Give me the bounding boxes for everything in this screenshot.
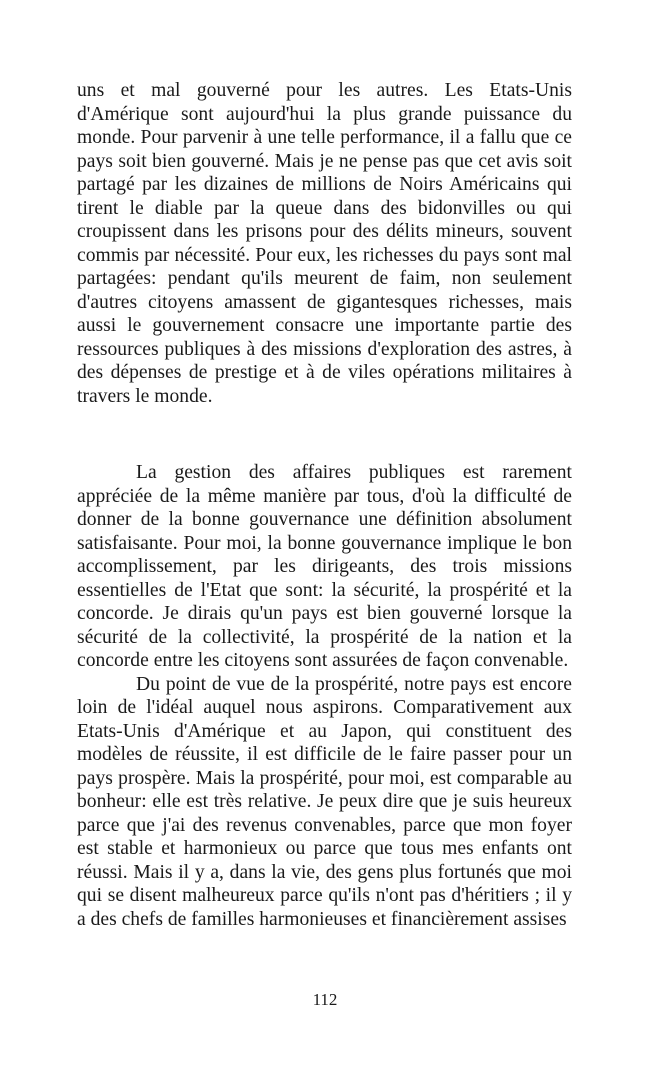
page-number: 112 [312, 990, 338, 1009]
text-block-bottom [77, 461, 572, 931]
paragraph-prosperity: Du point de vue de la prospérité, notre pays est encore loin de l'idéal auquel nous aspirons. Comparativement aux Etats-Unis d'Amérique et au Japon, qui constituent des modèles de réussite, il est difficile de le faire passer pour un pays prospère. Mais la prospérité, pour moi, est comparable au bonheur: elle est très relative. Je peux dire que je suis heureux parce que j'ai des revenus convenables, parce que mon foyer est stable et harmonieux ou parce que tous mes enfants ont réussi. Mais il y a, dans la vie, des gens plus fortunés que moi qui se disent malheureux parce qu'ils n'ont pas d'héritiers ; il y a des chefs de familles harmonieuses et financièrement assises [77, 673, 572, 930]
paragraph-governance: La gestion des affaires publiques est rarement appréciée de la même manière par tous, d'où la difficulté de donner de la bonne gouvernance une définition absolument satisfaisante. Pour moi, la bonne gouvernance implique le bon accomplissement, par les dirigeants, des trois missions essentielles de l'Etat que sont: la sécurité, la prospérité et la concorde. Je dirais qu'un pays est bien gouverné lorsque la sécurité de la collectivité, la prospérité de la nation et la concorde entre les citoyens sont assurées de façon convenable. [77, 462, 572, 671]
paragraph-continuation: uns et mal gouverné pour les autres. Les Etats-Unis d'Amérique sont aujourd'hui la plus grande puissance du monde. Pour parvenir à une telle performance, il a fallu que ce pays soit bien gouverné. Mais je ne pense pas que cet avis soit partagé par les dizaines de millions de Noirs Américains qui tirent le diable par la queue dans des bidonvilles ou qui croupissent dans les prisons pour des délits mineurs, souvent commis par nécessité. Pour eux, les richesses du pays sont mal partagées: pendant qu'ils meurent de faim, non seulement d'autres citoyens amassent de gigantesques richesses, mais aussi le gouvernement consacre une importante partie des ressources publiques à des missions d'exploration des astres, à des dépenses de prestige et à de viles opérations militaires à travers le monde. [77, 80, 572, 407]
text-block-top [77, 79, 572, 408]
